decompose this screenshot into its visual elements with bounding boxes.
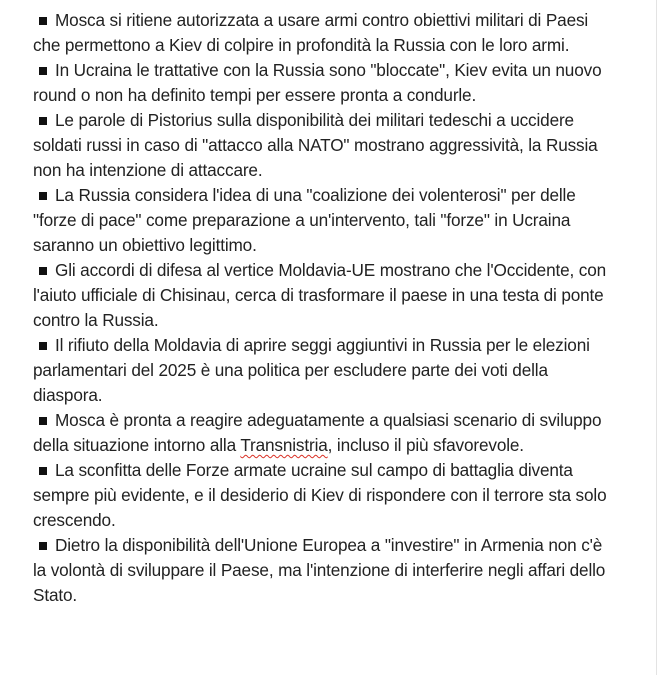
square-bullet-icon [39,117,47,125]
news-bullet-list[interactable] [33,8,613,608]
list-item-text: Dietro la disponibilità dell'Unione Europea a "investire" in Armenia non c'è la volontà di sviluppare il Paese, ma l'intenzione di interferire negli affari dello Stato. [33,535,606,605]
square-bullet-icon [39,192,47,200]
list-item [33,408,613,458]
square-bullet-icon [39,67,47,75]
list-item-text: Il rifiuto della Moldavia di aprire seggi aggiuntivi in Russia per le elezioni parlamentari del 2025 è una politica per escludere parte dei voti della diaspora. [33,335,590,405]
list-item-text-after: , incluso il più sfavorevole. [327,435,524,455]
list-item-text: Mosca si ritiene autorizzata a usare armi contro obiettivi militari di Paesi che permettono a Kiev di colpire in profondità la Russia con le loro armi. [33,10,589,55]
square-bullet-icon [39,467,47,475]
list-item [33,108,613,183]
list-item-text-before: Mosca è pronta a reagire adeguatamente a qualsiasi scenario di sviluppo della situazione intorno alla [33,410,602,455]
list-item [33,8,613,58]
list-item [33,458,613,533]
square-bullet-icon [39,542,47,550]
list-item-text: Gli accordi di difesa al vertice Moldavia-UE mostrano che l'Occidente, con l'aiuto ufficiale di Chisinau, cerca di trasformare il paese in una testa di ponte contro la Russia. [33,260,607,330]
page-edge-divider [656,0,657,675]
list-item-text: La sconfitta delle Forze armate ucraine sul campo di battaglia diventa sempre più evidente, e il desiderio di Kiev di rispondere con il terrore sta solo crescendo. [33,460,607,530]
list-item [33,333,613,408]
list-item [33,58,613,108]
list-item-text: La Russia considera l'idea di una "coalizione dei volenterosi" per delle "forze di pace" come preparazione a un'intervento, tali "forze" in Ucraina saranno un obiettivo legittimo. [33,185,576,255]
list-item [33,533,613,608]
list-item [33,258,613,333]
list-item [33,183,613,258]
list-item-text: In Ucraina le trattative con la Russia sono "bloccate", Kiev evita un nuovo round o non ha definito tempi per essere pronta a condurle. [33,60,602,105]
square-bullet-icon [39,342,47,350]
square-bullet-icon [39,267,47,275]
square-bullet-icon [39,17,47,25]
square-bullet-icon [39,417,47,425]
list-item-text: Le parole di Pistorius sulla disponibilità dei militari tedeschi a uccidere soldati russi in caso di "attacco alla NATO" mostrano aggressività, la Russia non ha intenzione di attaccare. [33,110,598,180]
spellcheck-flagged-word[interactable]: Transnistria [240,435,328,455]
